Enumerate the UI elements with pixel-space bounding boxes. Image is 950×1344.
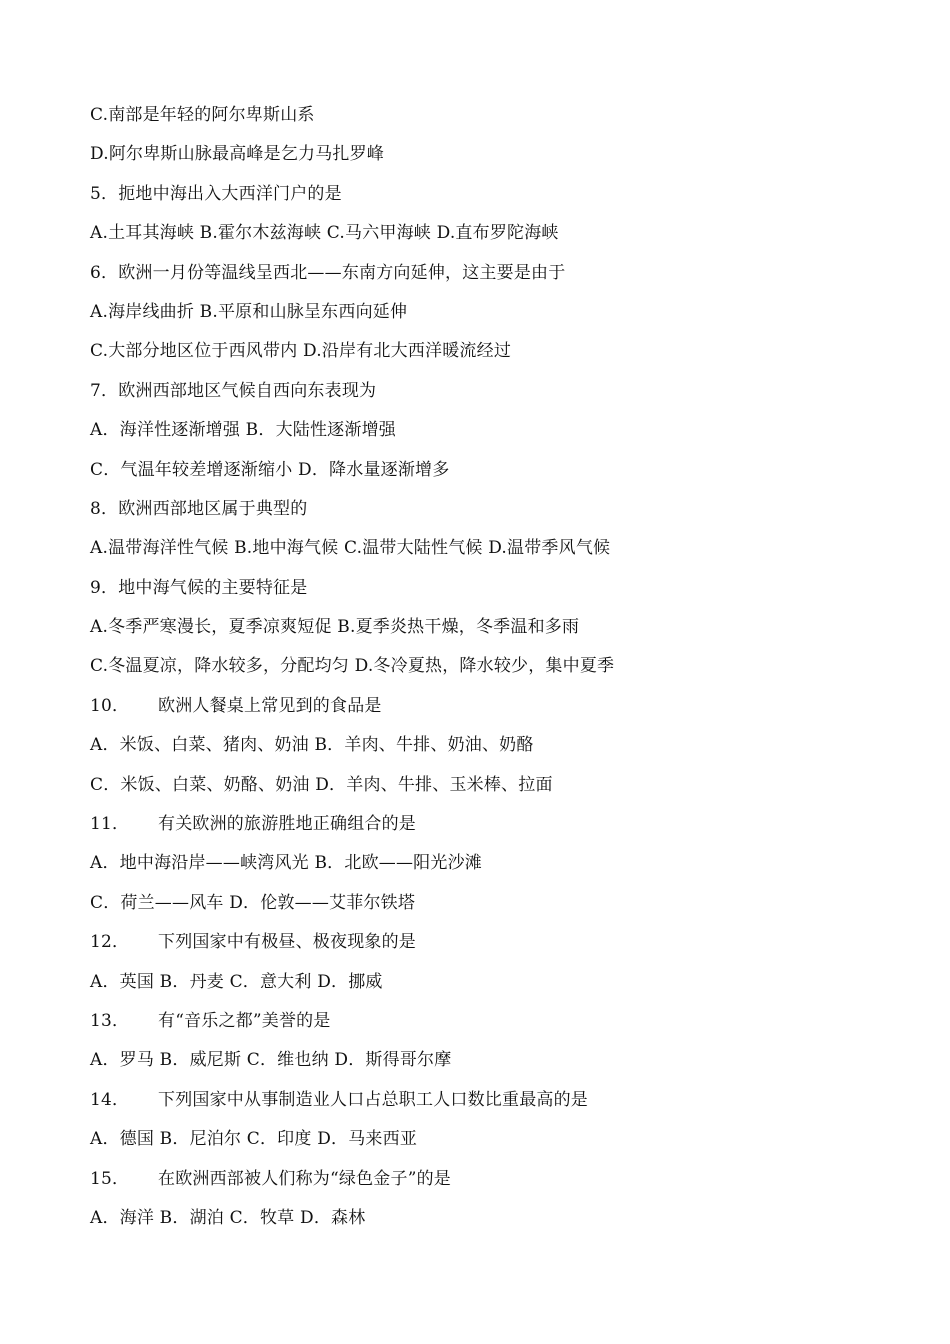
option-text: A.冬季严寒漫长，夏季凉爽短促 B.夏季炎热干燥，冬季温和多雨 (90, 617, 580, 638)
option-text: C.大部分地区位于西风带内 D.沿岸有北大西洋暖流经过 (90, 341, 512, 362)
option-line (90, 766, 910, 805)
option-line (90, 608, 910, 647)
option-text: C.冬温夏凉，降水较多，分配均匀 D.冬冷夏热，降水较少，集中夏季 (90, 656, 615, 677)
question-text: 欧洲西部地区属于典型的 (118, 498, 308, 519)
question-number: 11． (90, 814, 130, 835)
question-number: 15． (90, 1168, 130, 1189)
question-number: 10． (90, 695, 130, 716)
question-text: 下列国家中从事制造业人口占总职工人口数比重最高的是 (158, 1089, 588, 1110)
option-line (90, 529, 910, 568)
option-line (90, 451, 910, 490)
option-text: A.土耳其海峡 B.霍尔木兹海峡 C.马六甲海峡 D.直布罗陀海峡 (90, 223, 559, 244)
option-line (90, 293, 910, 332)
question-line (90, 1081, 910, 1120)
option-line (90, 1041, 910, 1080)
question-text: 扼地中海出入大西洋门户的是 (118, 183, 342, 204)
question-line (90, 254, 910, 293)
question-text: 下列国家中有极昼、极夜现象的是 (158, 932, 416, 953)
question-line (90, 1002, 910, 1041)
question-line (90, 1160, 910, 1199)
question-text: 欧洲西部地区气候自西向东表现为 (118, 380, 377, 401)
option-line (90, 1120, 910, 1159)
option-text: A．海洋 B．湖泊 C．牧草 D．森林 (90, 1207, 366, 1228)
option-text: A.海岸线曲折 B.平原和山脉呈东西向延伸 (90, 301, 408, 322)
option-text: C．荷兰——风车 D．伦敦——艾菲尔铁塔 (90, 892, 416, 913)
option-text: A．地中海沿岸——峡湾风光 B．北欧——阳光沙滩 (90, 853, 482, 874)
option-line (90, 1199, 910, 1238)
option-line (90, 963, 910, 1002)
option-line (90, 726, 910, 765)
question-number: 12． (90, 932, 130, 953)
option-text: C.南部是年轻的阿尔卑斯山系 (90, 105, 315, 125)
option-text: A．米饭、白菜、猪肉、奶油 B．羊肉、牛排、奶油、奶酪 (90, 735, 534, 756)
option-text: D.阿尔卑斯山脉最高峰是乞力马扎罗峰 (90, 144, 385, 165)
question-number: 7． (90, 380, 119, 401)
question-number: 13． (90, 1010, 130, 1031)
option-line (90, 332, 910, 371)
document-page (90, 96, 910, 1238)
question-text: 欧洲人餐桌上常见到的食品是 (158, 695, 382, 716)
question-number: 14． (90, 1089, 130, 1110)
option-line (90, 96, 910, 135)
question-line (90, 805, 910, 844)
question-text: 有关欧洲的旅游胜地正确组合的是 (158, 814, 416, 835)
option-text: A．海洋性逐渐增强 B．大陆性逐渐增强 (90, 420, 396, 441)
option-text: A.温带海洋性气候 B.地中海气候 C.温带大陆性气候 D.温带季风气候 (90, 538, 611, 559)
option-line (90, 411, 910, 450)
option-line (90, 647, 910, 686)
question-line (90, 490, 910, 529)
option-line (90, 135, 910, 174)
question-line (90, 175, 910, 214)
question-line (90, 687, 910, 726)
question-number: 8． (90, 498, 119, 519)
option-text: A．德国 B．尼泊尔 C．印度 D．马来西亚 (90, 1129, 418, 1150)
option-line (90, 214, 910, 253)
question-number: 5． (90, 183, 119, 204)
option-text: A．英国 B．丹麦 C．意大利 D．挪威 (90, 971, 383, 992)
option-text: C．气温年较差增逐渐缩小 D．降水量逐渐增多 (90, 459, 450, 480)
question-number: 9． (90, 577, 119, 598)
question-number: 6． (90, 262, 119, 283)
question-line (90, 923, 910, 962)
question-text: 地中海气候的主要特征是 (118, 577, 308, 598)
question-text: 欧洲一月份等温线呈西北——东南方向延伸，这主要是由于 (118, 262, 566, 283)
option-text: A．罗马 B．威尼斯 C．维也纳 D．斯得哥尔摩 (90, 1050, 452, 1071)
question-text: 有“音乐之都”美誉的是 (158, 1010, 331, 1031)
question-text: 在欧洲西部被人们称为“绿色金子”的是 (158, 1168, 451, 1189)
option-text: C．米饭、白菜、奶酪、奶油 D．羊肉、牛排、玉米棒、拉面 (90, 774, 553, 795)
question-line (90, 372, 910, 411)
option-line (90, 844, 910, 883)
question-line (90, 569, 910, 608)
option-line (90, 884, 910, 923)
